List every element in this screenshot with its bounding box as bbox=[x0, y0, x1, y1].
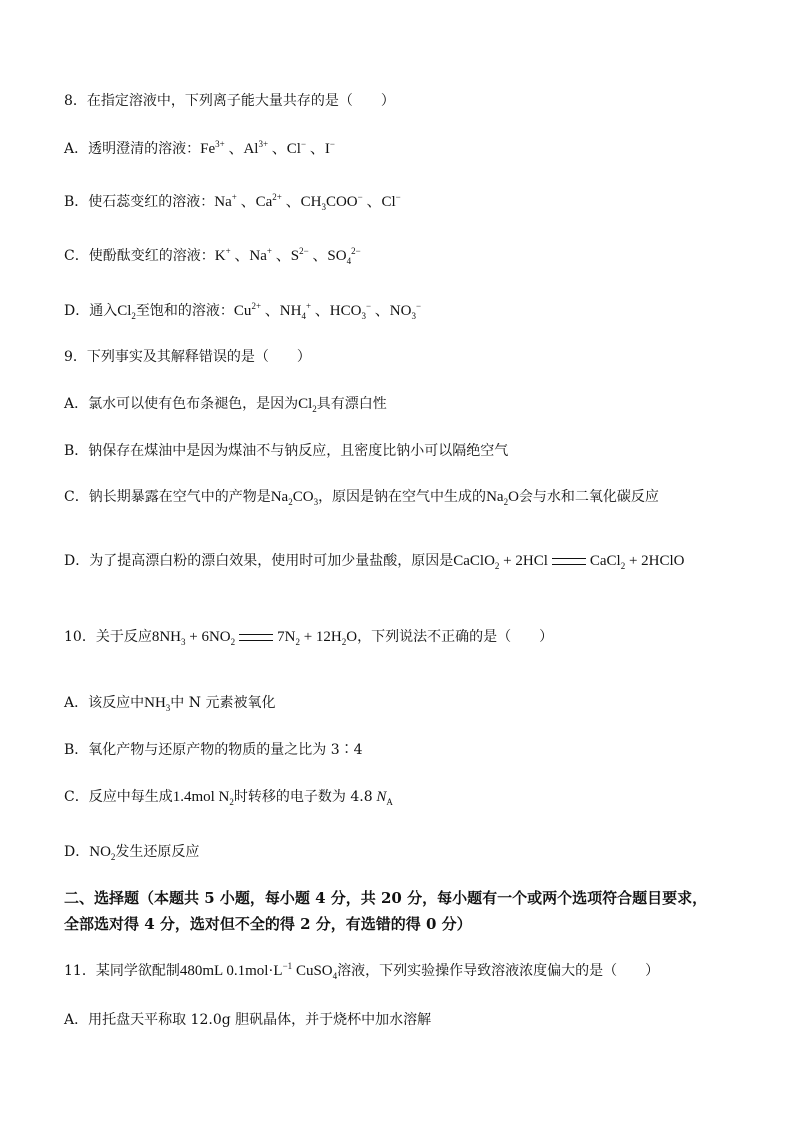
q8-option-d: D．通入$Cl_2$至饱和的溶液：$Cu^{2+}$ 、$NH_4^+$ 、$HCO_3^-$ 、$NO_3^-$ bbox=[64, 301, 422, 321]
q9-stem: 9．下列事实及其解释错误的是（ ） bbox=[64, 349, 311, 365]
section2-heading-line2: 全部选对得 4 分，选对但不全的得 2 分，有选错的得 0 分） bbox=[64, 915, 472, 933]
q9-option-c: C．钠长期暴露在空气中的产物是$Na_2CO_3$，原因是钠在空气中生成的$Na_2O$会与水和二氧化碳反应 bbox=[64, 489, 659, 507]
q8-option-c: C．使酚酞变红的溶液：K+ 、Na+ 、$S^{2-}$ 、$SO_4^{2-}$ bbox=[64, 246, 361, 266]
q8-option-a: A．透明澄清的溶液：$Fe^{3+}$ 、$Al^{3+}$ 、Cl− 、I− bbox=[64, 139, 335, 157]
q10-stem: 10．关于反应$8NH_3 + 6NO_2$ $7N_2 + 12H_2O$，下列说法不正确的是（ ） bbox=[64, 629, 554, 647]
q10-option-b: B．氧化产物与还原产物的物质的量之比为 3∶4 bbox=[64, 742, 363, 758]
q8-stem: 8．在指定溶液中，下列离子能大量共存的是（ ） bbox=[64, 93, 395, 109]
q11-stem: 11．某同学欲配制480mL $0.1mol\cdot L^{-1}$ CuSO$_4$溶液，下列实验操作导致溶液浓度偏大的是（ ） bbox=[64, 961, 660, 981]
q8-option-b: B．使石蕊变红的溶液：Na+ 、$Ca^{2+}$ 、$CH_3COO^-$ 、Cl− bbox=[64, 192, 401, 212]
q10-option-a: A．该反应中$NH_3$中 N 元素被氧化 bbox=[64, 695, 276, 713]
section2-heading-line1: 二、选择题（本题共 5 小题，每小题 4 分，共 20 分，每小题有一个或两个选项符合题目要求， bbox=[64, 889, 708, 907]
q9-option-d: D．为了提高漂白粉的漂白效果，使用时可加少量盐酸，原因是CaClO$_2$ + 2HCl CaCl$_2$ + 2HClO bbox=[64, 553, 685, 571]
q9-option-a: A．氯水可以使有色布条褪色，是因为$Cl_2$具有漂白性 bbox=[64, 396, 387, 414]
q11-option-a: A．用托盘天平称取 12.0g 胆矾晶体，并于烧杯中加水溶解 bbox=[64, 1012, 432, 1028]
q9-option-b: B．钠保存在煤油中是因为煤油不与钠反应，且密度比钠小可以隔绝空气 bbox=[64, 443, 509, 459]
q10-option-d: D．$NO_2$发生还原反应 bbox=[64, 844, 200, 862]
q10-option-c: C．反应中每生成1.4mol $N_2$时转移的电子数为 4.8 $N_A$ bbox=[64, 789, 393, 807]
